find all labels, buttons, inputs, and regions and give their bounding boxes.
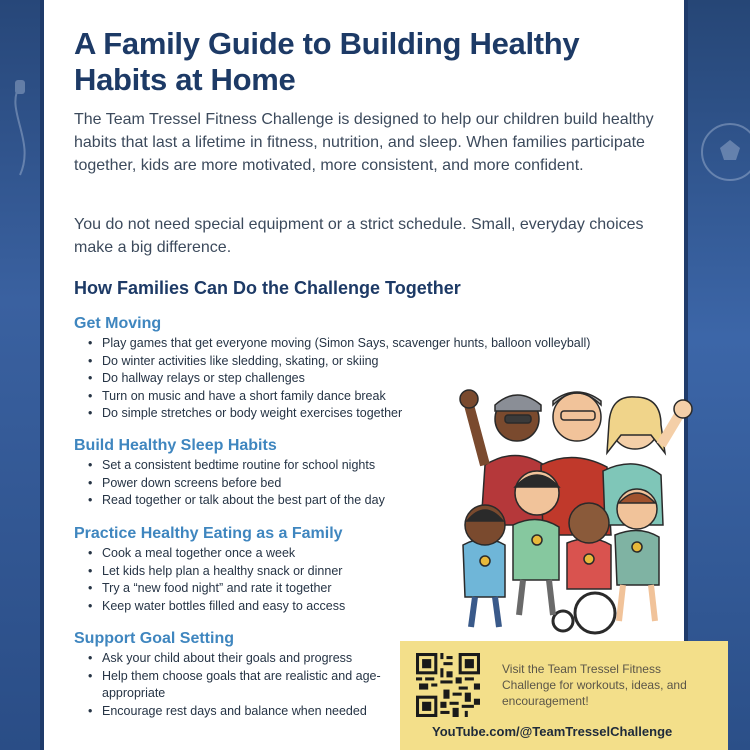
list-item: • Help them choose goals that are realistic and age-appropriate	[86, 668, 386, 703]
family-illustration	[455, 375, 700, 637]
list-item: • Do hallway relays or step challenges	[86, 370, 590, 388]
section-heading-sleep: Build Healthy Sleep Habits	[74, 437, 277, 454]
youtube-callout	[400, 641, 728, 750]
soccer-ball-icon	[700, 112, 750, 192]
list-item: • Cook a meal together once a week	[86, 545, 345, 563]
jump-rope-icon	[2, 80, 38, 180]
list-item: • Try a “new food night” and rate it together	[86, 580, 345, 598]
section-heading-goals: Support Goal Setting	[74, 630, 234, 647]
list-item: • Ask your child about their goals and progress	[86, 650, 386, 668]
callout-message: Visit the Team Tressel Fitness Challenge for workouts, ideas, and encouragement!	[502, 662, 687, 708]
intro-paragraph: You do not need special equipment or a strict schedule. Small, everyday choices make a big difference.	[74, 216, 644, 256]
intro-paragraph: The Team Tressel Fitness Challenge is designed to help our children build healthy habits that last a lifetime in fitness, nutrition, and sleep. When families participate together, kids are more motivated, more consistent, and more confident.	[74, 111, 654, 174]
list-item: • Play games that get everyone moving (Simon Says, scavenger hunts, balloon volleyball)	[86, 335, 590, 353]
list-item: • Read together or talk about the best part of the day	[86, 492, 385, 510]
section-heading-eating: Practice Healthy Eating as a Family	[74, 525, 343, 542]
list-item: • Power down screens before bed	[86, 475, 385, 493]
qr-code-icon[interactable]	[416, 653, 480, 717]
list-item: • Turn on music and have a short family dance break	[86, 388, 590, 406]
list-item: • Do winter activities like sledding, skating, or skiing	[86, 353, 590, 371]
section-subheading: How Families Can Do the Challenge Together	[74, 278, 461, 298]
list-eating	[86, 545, 345, 615]
section-heading-get-moving: Get Moving	[74, 315, 162, 332]
list-item: • Keep water bottles filled and easy to access	[86, 598, 345, 616]
list-item: • Do simple stretches or body weight exercises together	[86, 405, 590, 423]
list-item: • Encourage rest days and balance when needed	[86, 703, 386, 721]
list-goals	[86, 650, 386, 720]
list-sleep	[86, 457, 385, 510]
list-item: • Let kids help plan a healthy snack or dinner	[86, 563, 345, 581]
page-title: A Family Guide to Building Healthy Habits at Home	[74, 26, 580, 97]
list-item: • Set a consistent bedtime routine for school nights	[86, 457, 385, 475]
youtube-link[interactable]: YouTube.com/@TeamTresselChallenge	[432, 724, 673, 739]
